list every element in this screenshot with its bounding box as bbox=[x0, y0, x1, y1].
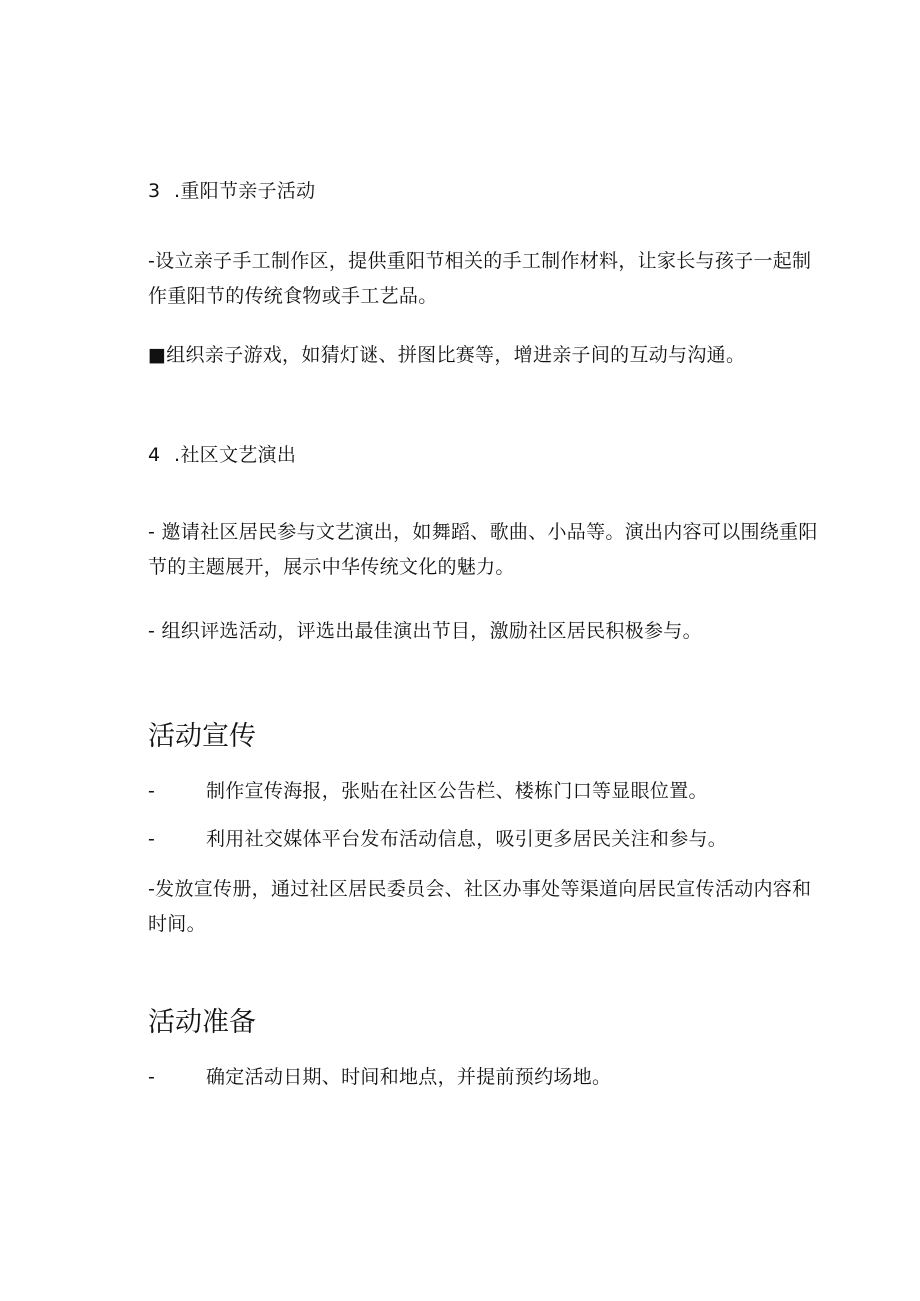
promotion-item-3: -发放宣传册，通过社区居民委员会、社区办事处等渠道向居民宣传活动内容和时间。 bbox=[148, 878, 812, 935]
promotion-item-1-text: 制作宣传海报，张贴在社区公告栏、楼栋门口等显眼位置。 bbox=[206, 780, 708, 802]
promotion-item-2-dash: - bbox=[148, 828, 156, 850]
section-4-item-2: - 组织评选活动，评选出最佳演出节目，激励社区居民积极参与。 bbox=[148, 620, 702, 642]
section-4-item-1: - 邀请社区居民参与文艺演出，如舞蹈、歌曲、小品等。演出内容可以围绕重阳节的主题展开，展示中华传统文化的魅力。 bbox=[148, 521, 818, 578]
promotion-item-2 bbox=[148, 826, 727, 852]
section-3-title bbox=[148, 178, 315, 204]
preparation-item-1 bbox=[148, 1064, 611, 1090]
preparation-item-1-dash: - bbox=[148, 1066, 156, 1088]
section-3-title-text: .重阳节亲子活动 bbox=[174, 180, 316, 202]
section-3-item-1: -设立亲子手工制作区，提供重阳节相关的手工制作材料，让家长与孩子一起制作重阳节的传统食物或手工艺品。 bbox=[148, 250, 812, 307]
section-4-title-text: .社区文艺演出 bbox=[174, 444, 297, 466]
promotion-item-1-dash: - bbox=[148, 780, 156, 802]
preparation-item-1-text: 确定活动日期、时间和地点，并提前预约场地。 bbox=[206, 1066, 612, 1088]
promotion-heading: 活动宣传 bbox=[148, 721, 256, 752]
section-3-number: 3 bbox=[148, 180, 161, 202]
section-4-title bbox=[148, 442, 296, 468]
preparation-heading: 活动准备 bbox=[148, 1007, 256, 1038]
section-4-number: 4 bbox=[148, 444, 161, 466]
promotion-item-1 bbox=[148, 778, 708, 804]
section-3-item-2: ■组织亲子游戏，如猜灯谜、拼图比赛等，增进亲子间的互动与沟通。 bbox=[148, 344, 746, 366]
promotion-item-2-text: 利用社交媒体平台发布活动信息，吸引更多居民关注和参与。 bbox=[206, 828, 728, 850]
